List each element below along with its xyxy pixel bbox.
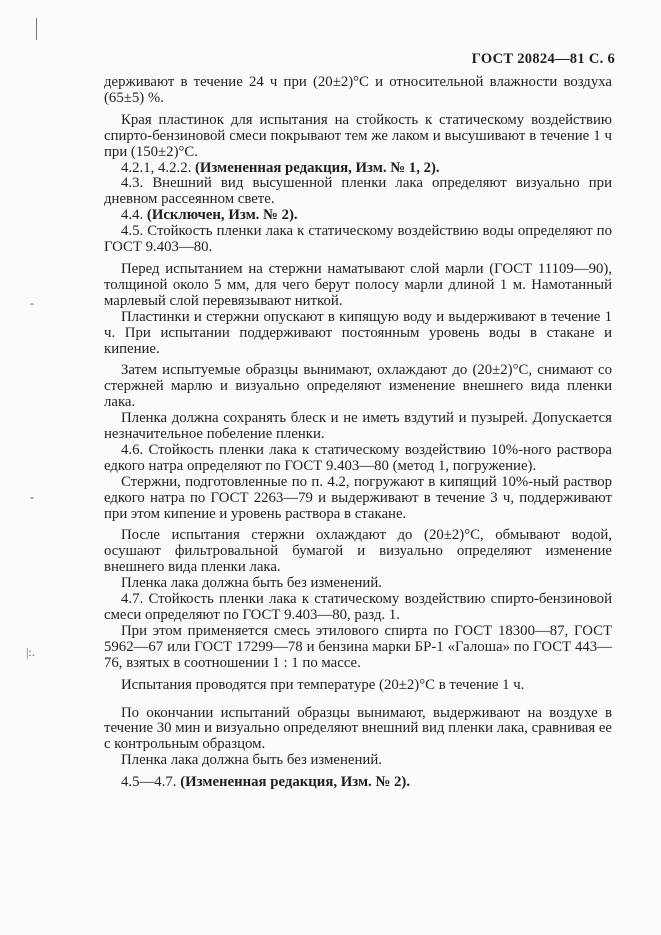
paragraph: 4.2.1, 4.2.2. (Измененная редакция, Изм. № 1, 2). (121, 159, 440, 176)
paragraph: После испытания стержни охлаждают до (20±2)°С, обмывают водой, осушают фильтровальной бумагой и визуально определяют изменение внешнего вида пленки лака. (104, 527, 612, 576)
paragraph: Пластинки и стержни опускают в кипящую воду и выдерживают в течение 1 ч. При испытании поддерживают постоянным уровень воды в стакане и кипение. (104, 308, 612, 357)
paragraph: 4.6. Стойкость пленки лака к статическому воздействию 10%-ного раствора едкого натра определяют по ГОСТ 9.403—80 (метод 1, погружение). (104, 441, 612, 474)
margin-bracket-mark: |:. (26, 645, 35, 659)
document-body (104, 75, 612, 791)
paragraph: Затем испытуемые образцы вынимают, охлаждают до (20±2)°С, снимают со стержней марлю и визуально определяют изменение внешнего вида пленки лака. (104, 362, 612, 411)
paragraph: 4.7. Стойкость пленки лака к статическому воздействию спирто-бензиновой смеси определяют по ГОСТ 9.403—80, разд. 1. (104, 591, 612, 623)
bold-annotation: (Измененная редакция, Изм. № 2). (180, 774, 411, 791)
paragraph: Перед испытанием на стержни наматывают слой марли (ГОСТ 11109—90), толщиной около 5 мм, для чего берут полосу марли длиной 1 м. Намотанный марлевый слой перевязывают ниткой. (104, 260, 612, 309)
margin-dash-mark: - (30, 490, 34, 504)
paragraph: Пленка лака должна быть без изменений. (121, 752, 382, 769)
paragraph: Пленка должна сохранять блеск и не иметь вздутий и пузырей. Допускается незначительное побеление пленки. (104, 410, 612, 443)
paragraph: Пленка лака должна быть без изменений. (121, 575, 382, 592)
page-header: ГОСТ 20824—81 С. 6 (471, 51, 615, 67)
paragraph: 4.5. Стойкость пленки лака к статическому воздействию воды определяют по ГОСТ 9.403—80. (104, 223, 612, 256)
paragraph: По окончании испытаний образцы вынимают, выдерживают на воздухе в течение 30 мин и визуально определяют внешний вид пленки лака, сравнивая ее с контрольным образцом. (104, 704, 612, 753)
paragraph: держивают в течение 24 ч при (20±2)°С и относительной влажности воздуха (65±5) %. (104, 74, 612, 106)
paragraph: При этом применяется смесь этилового спирта по ГОСТ 18300—87, ГОСТ 5962—67 или ГОСТ 17299—78 и бензина марки БР-1 «Галоша» по ГОСТ 443—76, взятых в соотношении 1 : 1 по массе. (104, 622, 612, 671)
margin-dash-mark: - (30, 296, 34, 310)
bold-annotation: (Измененная редакция, Изм. № 1, 2). (194, 159, 440, 176)
paragraph: Испытания проводятся при температуре (20±2)°С в течение 1 ч. (121, 676, 525, 693)
paragraph: 4.4. (Исключен, Изм. № 2). (121, 207, 298, 224)
paragraph: 4.3. Внешний вид высушенной пленки лака определяют визуально при дневном рассеянном свете. (104, 175, 612, 208)
bold-annotation: (Исключен, Изм. № 2). (146, 207, 298, 224)
margin-rule (36, 18, 37, 40)
paragraph: 4.5—4.7. (Измененная редакция, Изм. № 2). (121, 774, 411, 791)
paragraph: Края пластинок для испытания на стойкость к статическому воздействию спирто-бензиновой смеси покрывают тем же лаком и высушивают в течение 1 ч при (150±2)°С. (104, 111, 612, 160)
paragraph: Стержни, подготовленные по п. 4.2, погружают в кипящий 10%-ный раствор едкого натра по ГОСТ 2263—79 и выдерживают в течение 3 ч, поддерживают при этом кипение и уровень раствора в стакане. (104, 473, 612, 522)
